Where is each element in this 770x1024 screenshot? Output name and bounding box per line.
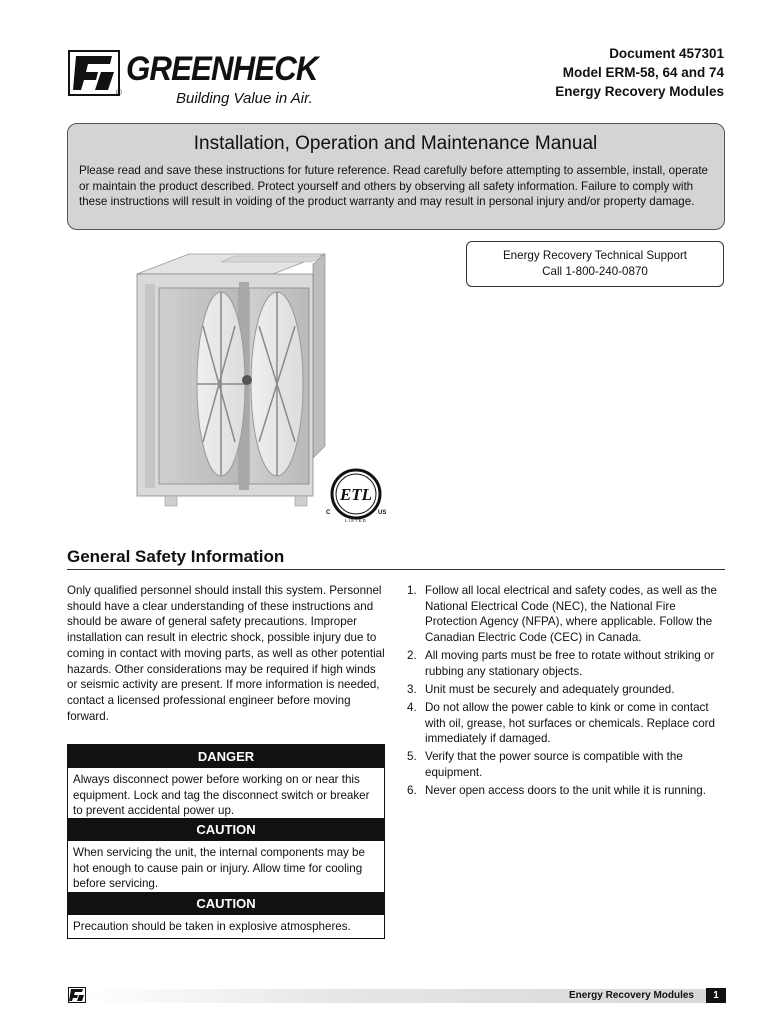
support-phone: Call 1-800-240-0870 — [542, 265, 648, 278]
page-number: 1 — [706, 988, 726, 1003]
list-item-text: Verify that the power source is compatible with the equipment. — [425, 750, 683, 779]
manual-title: Installation, Operation and Maintenance Manual — [193, 133, 598, 154]
etl-mark-bottom: LISTED — [345, 518, 367, 523]
list-item-text: Never open access doors to the unit while it is running. — [425, 783, 706, 797]
list-item — [407, 783, 727, 799]
caution-box-explosive — [67, 892, 385, 939]
etl-mark-left: C — [326, 510, 331, 516]
list-item-text: Follow all local electrical and safety codes, as well as the National Electrical Code (NEC), the National Fire Protection Agency (NFPA), where applicable. Follow the Canadian Electric Code (CEC) in Canada. — [425, 584, 717, 645]
safety-rules-list — [407, 583, 727, 801]
greenheck-footer-logo-icon — [68, 987, 86, 1003]
etl-listed-mark-icon — [322, 466, 390, 524]
etl-mark-right: US — [378, 510, 387, 516]
list-item — [407, 700, 727, 747]
list-item-number: 3. — [407, 682, 417, 696]
technical-support-box — [466, 241, 724, 287]
caution-box-hot-components — [67, 818, 385, 896]
list-item-number: 2. — [407, 649, 417, 663]
model-number: Model ERM-58, 64 and 74 — [562, 65, 724, 80]
list-item-number: 6. — [407, 783, 417, 797]
document-info — [555, 44, 724, 101]
brand-name: GREENHECK — [126, 50, 318, 88]
energy-recovery-module-image — [125, 246, 345, 514]
list-item-text: All moving parts must be free to rotate without striking or rubbing any stationary objects. — [425, 649, 715, 678]
manual-notice: Please read and save these instructions for future reference. Read carefully before attempting to assemble, install, operate or maintain the product described. Protect yourself and others by observing all safety information. Failure to comply with these instructions will result in voiding of the product warranty and may result in personal injury and/or property damage. — [79, 164, 708, 209]
list-item — [407, 648, 727, 679]
danger-box — [67, 744, 385, 823]
list-item — [407, 583, 727, 646]
list-item-text: Unit must be securely and adequately grounded. — [425, 682, 675, 696]
document-number: Document 457301 — [609, 46, 724, 61]
caution-label: CAUTION — [68, 818, 384, 841]
danger-label: DANGER — [68, 745, 384, 768]
section-heading-general-safety: General Safety Information — [67, 547, 725, 570]
caution-label: CAUTION — [68, 892, 384, 915]
caution-text: Precaution should be taken in explosive atmospheres. — [73, 920, 351, 933]
safety-intro: Only qualified personnel should install this system. Personnel should have a clear understanding of these instructions and should be aware of general safety precautions. Improper installation can result in electric shock, possible injury due to coming in contact with moving parts, as well as other potential hazards. Other considerations may be required if high winds or seismic activity are present. If more information is needed, contact a licensed professional engineer before moving forward. — [67, 584, 385, 723]
brand-tagline: Building Value in Air. — [176, 90, 313, 107]
registered-mark: ® — [116, 88, 122, 97]
list-item — [407, 749, 727, 780]
manual-title-box — [67, 123, 725, 230]
list-item-number: 4. — [407, 700, 417, 714]
caution-text: When servicing the unit, the internal components may be hot enough to cause pain or injury. Allow time for cooling before servicing. — [73, 846, 365, 891]
danger-text: Always disconnect power before working on or near this equipment. Lock and tag the disconnect switch or breaker to prevent accidental power up. — [73, 773, 370, 818]
greenheck-logo — [68, 48, 328, 110]
list-item-number: 5. — [407, 750, 417, 764]
list-item-text: Do not allow the power cable to kink or come in contact with oil, grease, hot surfaces or chemicals. Replace cord immediately if damaged. — [425, 700, 715, 746]
list-item-number: 1. — [407, 584, 417, 597]
etl-mark-text: ETL — [339, 485, 373, 504]
footer-title: Energy Recovery Modules — [568, 990, 694, 1001]
product-name: Energy Recovery Modules — [555, 84, 724, 99]
list-item — [407, 682, 727, 698]
greenheck-logo-mark-icon — [68, 50, 120, 96]
support-label: Energy Recovery Technical Support — [502, 249, 688, 262]
